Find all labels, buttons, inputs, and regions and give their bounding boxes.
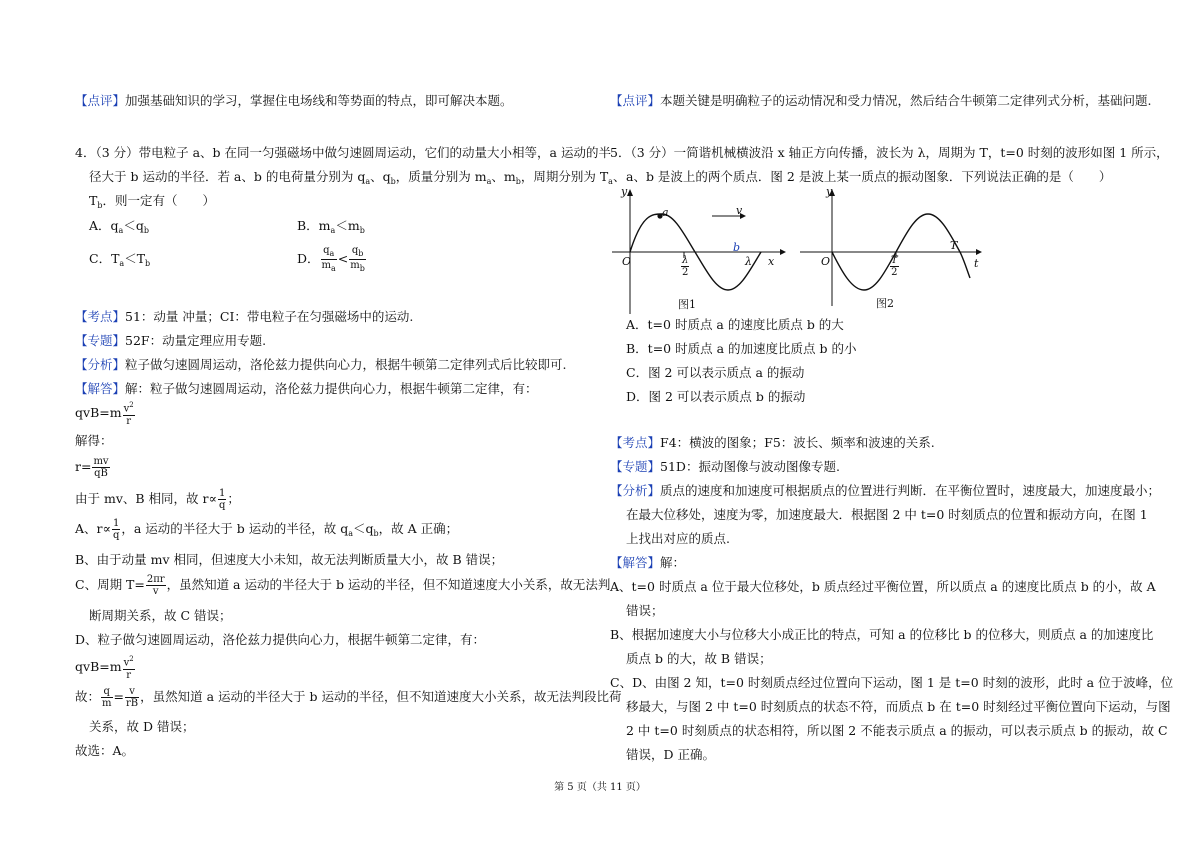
left-jieda <box>75 381 538 397</box>
equation-3: qvB=m $\frac{v^2}{r}$ <box>75 655 134 681</box>
tag-zhuanti: 【专题】 <box>75 333 126 348</box>
fig1-velocity-v: v <box>736 204 743 217</box>
answer-select: 故选：A。 <box>75 743 135 758</box>
right-answer-cd-4: 错误，D 正确。 <box>626 747 715 762</box>
d2-text: qvB=m <box>75 659 122 674</box>
c2-text: ，虽然知道 a 运动的半径大于 b 运动的半径，但不知道速度大小关系，故无法判 <box>166 577 611 592</box>
fenxi-text: 粒子做匀速圆周运动，洛伦兹力提供向心力，根据牛顿第二定律列式后比较即可. <box>125 357 567 372</box>
analysis-c-2: 断周期关系，故 C 错误； <box>89 608 232 623</box>
d3-text: 故： <box>75 689 101 704</box>
mv-b-same: 由于 mv、B 相同，故 r∝ $\frac{1}{q}$ ； <box>75 488 240 511</box>
equation-1: qvB=m $\frac{v^2}{r}$ <box>75 401 134 427</box>
tag-kaodian-right: 【考点】 <box>610 435 661 450</box>
tag-fenxi: 【分析】 <box>75 357 126 372</box>
q4-option-d: D． $\frac{q_a}{m_a}$ < $\frac{q_b}{m_b}$ <box>297 245 365 273</box>
zhuanti-text-right: 51D：振动图像与波动图像专题. <box>660 459 840 474</box>
fig1-lambda: λ <box>745 255 752 268</box>
a1-text: A、r∝ <box>75 521 111 536</box>
a2-text: ，a 运动的半径大于 b 运动的半径，故 q <box>121 521 349 536</box>
tag-dianping: 【点评】 <box>75 93 126 108</box>
fenxi-text-right-1: 质点的速度和加速度可根据质点的位置进行判断．在平衡位置时，速度最大，加速度最小； <box>660 483 1161 498</box>
right-kaodian <box>610 435 935 451</box>
right-column <box>600 0 1200 848</box>
fig2-half-period: $\frac{T}{2}$ <box>891 255 898 278</box>
right-answer-b-2: 质点 b 的大，故 B 错误； <box>626 651 772 666</box>
q4-line1: 4．（3 分）带电粒子 a、b 在同一匀强磁场中做匀速圆周运动，它们的动量大小相等，a 运动的半 <box>75 145 611 160</box>
kaodian-text-right: F4：横波的图象；F5：波长、频率和波速的关系. <box>660 435 935 450</box>
left-fenxi <box>75 357 567 373</box>
q4-opt-b-label: B．m <box>297 218 331 233</box>
left-kaodian <box>75 309 413 325</box>
zhuanti-text: 52F：动量定理应用专题. <box>125 333 267 348</box>
fig1-caption: 图1 <box>678 298 696 311</box>
left-comment <box>75 93 513 109</box>
a3-text: ，故 A 正确； <box>378 521 459 536</box>
q4-line2-b: ，质量分别为 m <box>395 169 487 184</box>
jiede: 解得： <box>75 433 113 448</box>
fig1-y-axis-label: y <box>621 185 628 198</box>
right-answer-a-1: A、t=0 时质点 a 位于最大位移处，b 质点经过平衡位置，所以质点 a 的速度比质点 b 的小，故 A <box>610 579 1156 594</box>
kaodian-text: 51：动量 冲量；CI：带电粒子在匀强磁场中的运动. <box>125 309 414 324</box>
tag-kaodian: 【考点】 <box>75 309 126 324</box>
right-jieda <box>610 555 685 571</box>
fig1-origin: O <box>622 255 632 268</box>
right-answer-b-1: B、根据加速度大小与位移大小成正比的特点，可知 a 的位移比 b 的位移大，则质点 a 的加速度比 <box>610 627 1154 642</box>
q4-option-a: A．$q_a<q_b$ <box>89 218 149 235</box>
fig2-period-t: T <box>950 239 958 252</box>
tag-jieda-right: 【解答】 <box>610 555 661 570</box>
fig2-caption: 图2 <box>876 297 894 310</box>
c1-text: C、周期 T= <box>75 577 145 592</box>
right-comment <box>610 93 1152 109</box>
comment-text-right: 本题关键是明确粒子的运动情况和受力情况，然后结合牛顿第二定律列式分析，基础问题. <box>660 93 1152 108</box>
tag-jieda: 【解答】 <box>75 381 126 396</box>
eq2-text: r= <box>75 459 92 474</box>
analysis-c-1: C、周期 T= $\frac{2\pi r}{v}$ ，虽然知道 a 运动的半径大于 b 运动的半径，但不知道速度大小关系，故无法判 <box>75 574 611 597</box>
analysis-b: B、由于动量 mv 相同，但速度大小未知，故无法判断质量大小，故 B 错误； <box>75 552 504 567</box>
q4-line2-c: ，周期分别为 T <box>520 169 609 184</box>
analysis-a: A、r∝ $\frac{1}{q}$ ，a 运动的半径大于 b 运动的半径，故 $q_a<q_b$，故 A 正确； <box>75 518 459 541</box>
q5-line2: a、b 是波上的两个质点．图 2 是波上某一质点的振动图象．下列说法正确的是（ ） <box>626 169 1112 184</box>
q5-line1: 5．（3 分）一简谐机械横波沿 x 轴正方向传播，波长为 λ，周期为 T，t=0 时刻的波形如图 1 所示， <box>610 145 1169 160</box>
q5-option-b: B．t=0 时质点 a 的加速度比质点 b 的小 <box>626 341 857 356</box>
fig1-point-b: b <box>733 241 741 254</box>
right-zhuanti <box>610 459 840 475</box>
left-zhuanti <box>75 333 266 349</box>
q4-opt-d-label: D． <box>297 251 320 266</box>
q4-option-b: B．$m_a<m_b$ <box>297 218 365 235</box>
jieda-text: 解：粒子做匀速圆周运动，洛伦兹力提供向心力，根据牛顿第二定律，有： <box>125 381 538 396</box>
q4-line2: 径大于 b 运动的半径．若 a、b 的电荷量分别为 $q_a$、$q_b$，质量分别为 $m_a$、$m_b$，周期分别为 $T_a$、 <box>89 169 626 186</box>
q4-opt-a-label: A．q <box>89 218 119 233</box>
q4-line3: $T_b$．则一定有（ ） <box>89 193 215 210</box>
mvb-text: 由于 mv、B 相同，故 r∝ <box>75 491 217 506</box>
right-fenxi-2: 在最大位移处，速度为零，加速度最大．根据图 2 中 t=0 时刻质点的位置和振动方向，在图 1 <box>626 507 1148 522</box>
fig2-origin: O <box>821 255 831 268</box>
comment-text: 加强基础知识的学习，掌握住电场线和等势面的特点，即可解决本题。 <box>125 93 513 108</box>
fig1-x-axis-label: x <box>768 255 775 268</box>
q4-option-c: C．$T_a<T_b$ <box>89 251 151 268</box>
jieda-text-right: 解： <box>660 555 686 570</box>
fig1-point-a: a <box>662 206 669 219</box>
right-answer-a-2: 错误； <box>626 603 664 618</box>
wave-figure-1 <box>608 186 788 321</box>
q5-option-a: A．t=0 时质点 a 的速度比质点 b 的大 <box>626 317 844 332</box>
tag-zhuanti-right: 【专题】 <box>610 459 661 474</box>
q5-option-c: C．图 2 可以表示质点 a 的振动 <box>626 365 805 380</box>
q5-option-d: D．图 2 可以表示质点 b 的振动 <box>626 389 806 404</box>
right-answer-cd-1: C、D、由图 2 知，t=0 时刻质点经过位置向下运动，图 1 是 t=0 时刻的波形，此时 a 位于波峰，位 <box>610 675 1174 690</box>
tag-fenxi-right: 【分析】 <box>610 483 661 498</box>
fig2-t-axis-label: t <box>974 257 979 270</box>
right-fenxi-1 <box>610 483 1160 499</box>
analysis-d-1: D、粒子做匀速圆周运动，洛伦兹力提供向心力，根据牛顿第二定律，有： <box>75 632 486 647</box>
page-footer: 第 5 页（共 11 页） <box>554 782 646 793</box>
q4-opt-c-label: C．T <box>89 251 120 266</box>
analysis-d-2: 故： $\frac{q}{m}$ = $\frac{v}{rB}$ ，虽然知道 a 运动的半径大于 b 运动的半径，但不知道速度大小关系，故无法判段比荷 <box>75 686 622 709</box>
right-answer-cd-3: 2 中 t=0 时刻质点的状态相符，所以图 2 不能表示质点 a 的振动，可以表示质点 b 的振动，故 C <box>626 723 1168 738</box>
d4-text: ，虽然知道 a 运动的半径大于 b 运动的半径，但不知道速度大小关系，故无法判段比荷 <box>140 689 622 704</box>
right-answer-cd-2: 移最大，与图 2 中 t=0 时刻质点的状态不符，而质点 b 在 t=0 时刻经过平衡位置向下运动，与图 <box>626 699 1171 714</box>
q4-line3-text: ．则一定有（ ） <box>102 193 215 208</box>
q4-line2-a: 径大于 b 运动的半径．若 a、b 的电荷量分别为 q <box>89 169 366 184</box>
equation-2: r= $\frac{mv}{qB}$ <box>75 456 109 479</box>
eq1-text: qvB=m <box>75 405 122 420</box>
right-fenxi-3: 上找出对应的质点. <box>626 531 730 546</box>
fig2-y-axis-label: y <box>826 185 833 198</box>
tag-dianping-right: 【点评】 <box>610 93 661 108</box>
analysis-d-3: 关系，故 D 错误； <box>89 719 195 734</box>
fig1-half-lambda: $\frac{\lambda}{2}$ <box>682 255 689 278</box>
